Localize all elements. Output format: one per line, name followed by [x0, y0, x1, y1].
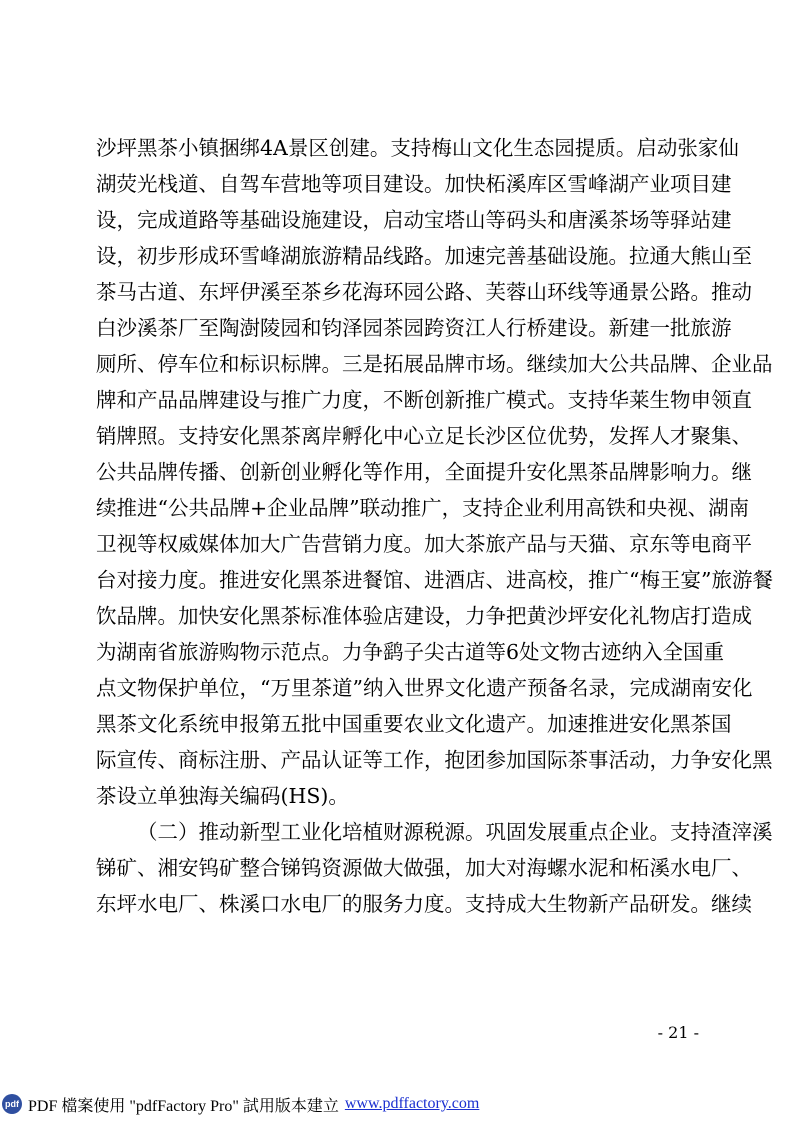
body-line: 为湖南省旅游购物示范点。力争鹞子尖古道等6处文物古迹纳入全国重 — [96, 640, 725, 664]
page-number: - 21 - — [657, 1023, 699, 1042]
body-line: 续推进“公共品牌+企业品牌”联动推广，支持企业利用高铁和央视、湖南 — [96, 496, 750, 520]
body-line: 台对接力度。推进安化黑茶进餐馆、进酒店、进高校，推广“梅王宴”旅游餐 — [96, 568, 773, 592]
section-heading-line: （二）推动新型工业化培植财源税源。巩固发展重点企业。支持渣滓溪 — [137, 820, 773, 844]
body-line: 点文物保护单位，“万里茶道”纳入世界文化遗产预备名录，完成湖南安化 — [96, 676, 753, 700]
body-line: 际宣传、商标注册、产品认证等工作，抱团参加国际茶事活动，力争安化黑 — [96, 748, 773, 772]
document-body — [96, 130, 773, 922]
body-line: 白沙溪茶厂至陶澍陵园和钧泽园茶园跨资江人行桥建设。新建一批旅游 — [96, 316, 732, 340]
footer-text: PDF 檔案使用 "pdfFactory Pro" 試用版本建立 — [28, 1097, 339, 1115]
body-line: 湖荧光栈道、自驾车营地等项目建设。加快柘溪库区雪峰湖产业项目建 — [96, 172, 732, 196]
body-line: 饮品牌。加快安化黑茶标准体验店建设，力争把黄沙坪安化礼物店打造成 — [96, 604, 752, 628]
body-line: 黑茶文化系统申报第五批中国重要农业文化遗产。加速推进安化黑茶国 — [96, 712, 732, 736]
body-line: 销牌照。支持安化黑茶离岸孵化中心立足长沙区位优势，发挥人才聚集、 — [96, 424, 752, 448]
body-line: 公共品牌传播、创新创业孵化等作用，全面提升安化黑茶品牌影响力。继 — [96, 460, 752, 484]
body-line: 沙坪黑茶小镇捆绑4A景区创建。支持梅山文化生态园提质。启动张家仙 — [96, 136, 739, 160]
body-line: 茶设立单独海关编码(HS)。 — [96, 784, 349, 808]
body-line: 卫视等权威媒体加大广告营销力度。加大茶旅产品与天猫、京东等电商平 — [96, 532, 752, 556]
body-line: 设，完成道路等基础设施建设，启动宝塔山等码头和唐溪茶场等驿站建 — [96, 208, 732, 232]
pdf-footer — [0, 1092, 479, 1116]
body-line: 东坪水电厂、株溪口水电厂的服务力度。支持成大生物新产品研发。继续 — [96, 892, 752, 916]
body-line: 锑矿、湘安钨矿整合锑钨资源做大做强，加大对海螺水泥和柘溪水电厂、 — [96, 856, 752, 880]
body-line: 茶马古道、东坪伊溪至茶乡花海环园公路、芙蓉山环线等通景公路。推动 — [96, 280, 752, 304]
body-line: 厕所、停车位和标识标牌。三是拓展品牌市场。继续加大公共品牌、企业品 — [96, 352, 773, 376]
body-line: 牌和产品品牌建设与推广力度，不断创新推广模式。支持华莱生物申领直 — [96, 388, 752, 412]
body-line: 设，初步形成环雪峰湖旅游精品线路。加速完善基础设施。拉通大熊山至 — [96, 244, 752, 268]
pdf-logo-icon: pdf — [2, 1094, 22, 1114]
footer-link[interactable]: www.pdffactory.com — [344, 1095, 480, 1112]
